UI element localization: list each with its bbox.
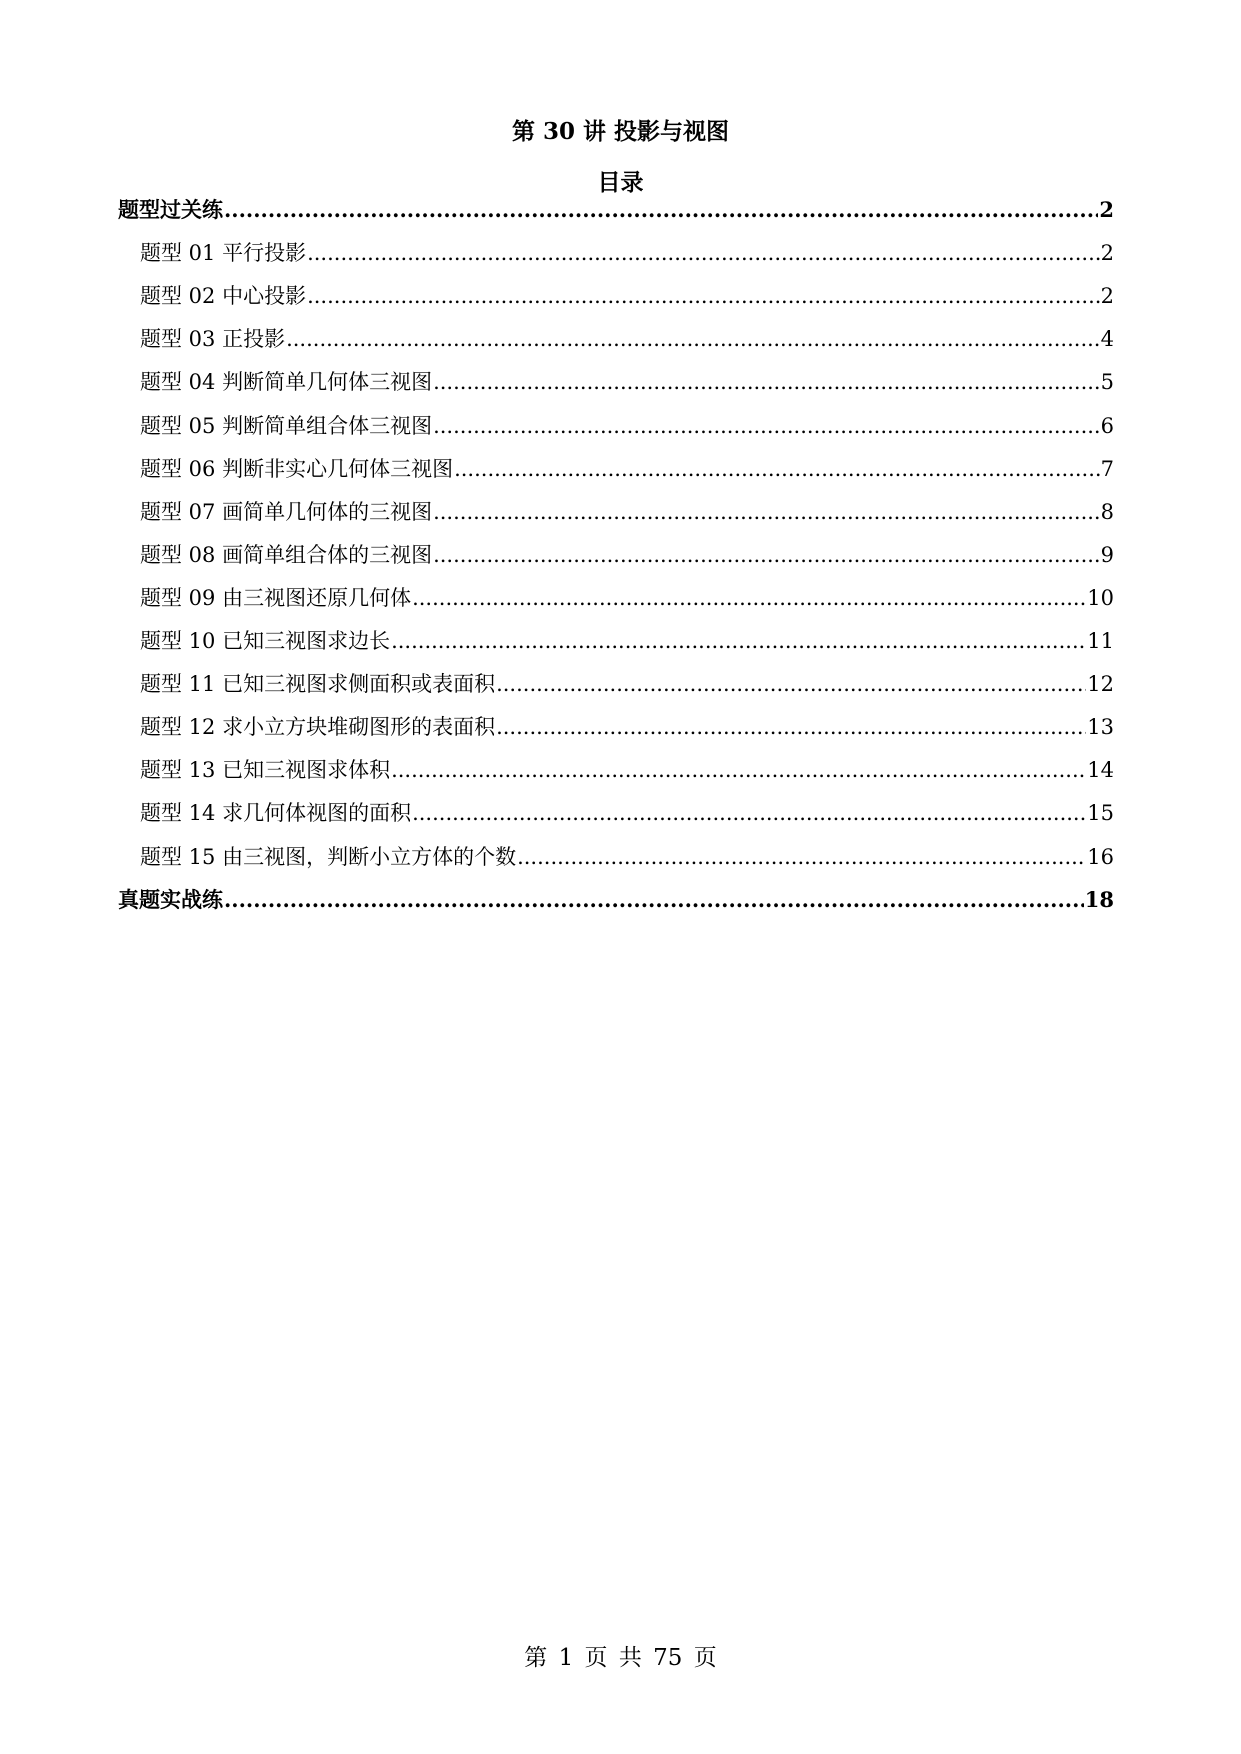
toc-page-number: 10 xyxy=(1087,586,1114,610)
toc-dot-leader xyxy=(433,540,1100,570)
toc-dot-leader xyxy=(224,195,1098,225)
toc-entry-label: 题型 15 由三视图，判断小立方体的个数 xyxy=(140,845,517,869)
toc-page-number: 5 xyxy=(1100,370,1114,394)
toc-page-number: 12 xyxy=(1087,672,1114,696)
toc-page-number: 13 xyxy=(1087,715,1114,739)
toc-dot-leader xyxy=(391,626,1086,656)
toc-entry-label: 题型 06 判断非实心几何体三视图 xyxy=(140,457,454,481)
toc-page-number: 18 xyxy=(1084,887,1114,912)
toc-dot-leader xyxy=(307,281,1100,311)
toc-dot-leader xyxy=(307,238,1100,268)
toc-page-number: 2 xyxy=(1100,284,1114,308)
toc-dot-leader xyxy=(433,497,1100,527)
toc-page-number: 4 xyxy=(1100,327,1114,351)
toc-subsection-entry[interactable] xyxy=(140,454,1114,484)
toc-entry-label: 题型 13 已知三视图求体积 xyxy=(140,758,391,782)
toc-subsection-entry[interactable] xyxy=(140,367,1114,397)
toc-entry-label: 题型 11 已知三视图求侧面积或表面积 xyxy=(140,672,496,696)
toc-subsection-entry[interactable] xyxy=(140,755,1114,785)
toc-subsection-entry[interactable] xyxy=(140,712,1114,742)
toc-entry-label: 题型 04 判断简单几何体三视图 xyxy=(140,370,433,394)
toc-subsection-entry[interactable] xyxy=(140,540,1114,570)
toc-dot-leader xyxy=(224,885,1084,915)
page-footer: 第 1 页 共 75 页 xyxy=(524,1645,717,1671)
toc-page-number: 14 xyxy=(1087,758,1114,782)
toc-dot-leader xyxy=(496,712,1086,742)
toc-heading: 目录 xyxy=(597,169,644,196)
toc-section-entry[interactable] xyxy=(118,885,1114,915)
toc-entry-label: 题型 14 求几何体视图的面积 xyxy=(140,801,412,825)
toc-page-number: 15 xyxy=(1087,801,1114,825)
document-title: 第 30 讲 投影与视图 xyxy=(511,118,730,145)
toc-dot-leader xyxy=(496,669,1086,699)
toc-page-number: 2 xyxy=(1100,241,1114,265)
toc-page-number: 16 xyxy=(1087,845,1114,869)
toc-dot-leader xyxy=(517,842,1086,872)
toc-subsection-entry[interactable] xyxy=(140,626,1114,656)
toc-page-number: 11 xyxy=(1087,629,1114,653)
toc-dot-leader xyxy=(454,454,1100,484)
toc-page-number: 9 xyxy=(1100,543,1114,567)
toc-entry-label: 真题实战练 xyxy=(118,887,223,912)
toc-dot-leader xyxy=(433,367,1100,397)
toc-section-entry[interactable] xyxy=(118,195,1114,225)
toc-entry-label: 题型 01 平行投影 xyxy=(140,241,307,265)
toc-dot-leader xyxy=(412,583,1086,613)
toc-entry-label: 题型 09 由三视图还原几何体 xyxy=(140,586,412,610)
toc-subsection-entry[interactable] xyxy=(140,842,1114,872)
toc-subsection-entry[interactable] xyxy=(140,583,1114,613)
toc-page-number: 7 xyxy=(1100,457,1114,481)
toc-subsection-entry[interactable] xyxy=(140,497,1114,527)
toc-page-number: 2 xyxy=(1099,197,1114,222)
toc-entry-label: 题型 10 已知三视图求边长 xyxy=(140,629,391,653)
toc-entry-label: 题型 05 判断简单组合体三视图 xyxy=(140,414,433,438)
toc-entry-label: 题型 02 中心投影 xyxy=(140,284,307,308)
toc-subsection-entry[interactable] xyxy=(140,281,1114,311)
toc-page-number: 8 xyxy=(1100,500,1114,524)
toc-dot-leader xyxy=(391,755,1086,785)
toc-dot-leader xyxy=(412,798,1086,828)
toc-entry-label: 题型 03 正投影 xyxy=(140,327,286,351)
toc-subsection-entry[interactable] xyxy=(140,798,1114,828)
toc-entry-label: 题型 08 画简单组合体的三视图 xyxy=(140,543,433,567)
toc-dot-leader xyxy=(433,411,1100,441)
toc-entry-label: 题型过关练 xyxy=(118,197,223,222)
toc-subsection-entry[interactable] xyxy=(140,324,1114,354)
toc-subsection-entry[interactable] xyxy=(140,411,1114,441)
toc-page-number: 6 xyxy=(1100,414,1114,438)
toc-entry-label: 题型 12 求小立方块堆砌图形的表面积 xyxy=(140,715,496,739)
toc-dot-leader xyxy=(286,324,1100,354)
toc-entry-label: 题型 07 画简单几何体的三视图 xyxy=(140,500,433,524)
toc-subsection-entry[interactable] xyxy=(140,669,1114,699)
toc-subsection-entry[interactable] xyxy=(140,238,1114,268)
